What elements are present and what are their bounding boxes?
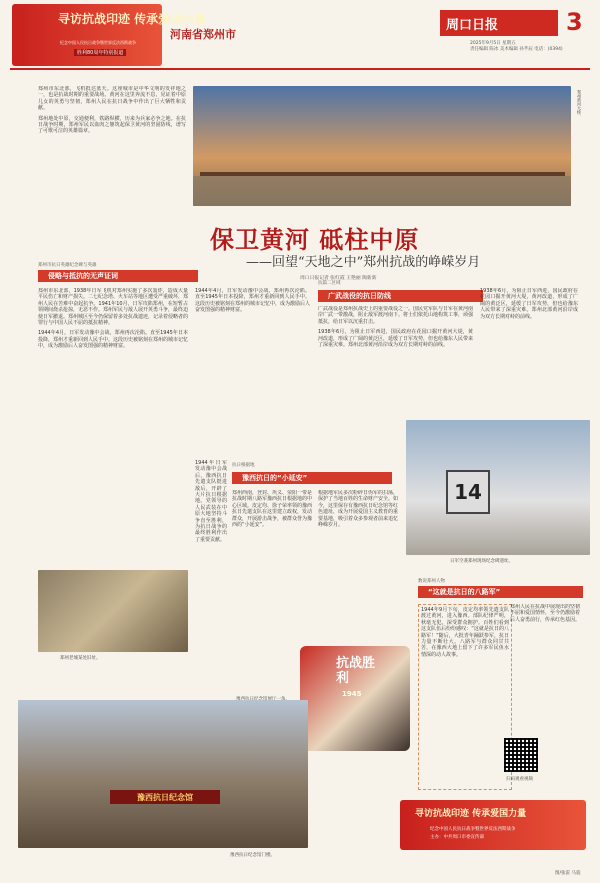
section-1-title: 侵略与抵抗的无声证词	[38, 270, 198, 282]
section-4-body-2: 郑州人民在抗战中展现出的坚韧不屈和爱国情怀，至今仍激励着后人奋勇前行，传承红色基因。	[510, 604, 580, 623]
old-building-photo	[38, 570, 188, 652]
promo-title: 寻访抗战印迹 传承爱国力量	[415, 809, 527, 819]
promo-sub-2: 主办：中共周口市委宣传部	[430, 835, 484, 840]
banner-title: 寻访抗战印迹 传承爱国力量	[58, 12, 207, 26]
section-2-title: 广武战役的抗日防线	[318, 290, 483, 302]
hero-river	[193, 176, 571, 206]
issue-date: 2025年9月5日 星期五	[470, 41, 516, 46]
section-1-text-2: 1944年4月，日军发动豫中会战，郑州再次沦陷。直至1945年日本投降，郑州才重新回到人民手中。这段历史被铭刻在郑州的城市记忆中，成为激励后人奋发图强的精神财富。	[38, 330, 188, 350]
section-1-continued: 1944年4月，日军发动豫中会战，郑州再次沦陷。直至1945年日本投降，郑州才重新回到人民手中。这段历史被铭刻在郑州的城市记忆中，成为激励后人奋发图强的精神财富。	[195, 288, 310, 314]
section-2-text-2: 1938年6月，为阻止日军西进，国民政府在花园口掘开黄河大堤，黄河改道，形成了广阔的黄泛区，延缓了日军攻势，但也给豫东人民带来了深重灾难。郑州北部黄河沿岸成为双方长期对峙的前线。	[318, 329, 473, 349]
intro-text-2: 郑州地处中原，交通便利，铁路纵横，历来为兵家必争之地。在抗日战争时期，郑州军民以血肉之躯筑起保卫黄河的坚固防线，谱写了可歌可泣的英雄篇章。	[38, 115, 186, 135]
section-2-text: 广武战役是郑州抗战史上的重要战役之一。国民党军队与日军在黄河南岸广武一带激战，阻止敌军渡河南下。将士们依托山地构筑工事，顽强抵抗，给日军以沉重打击。	[318, 306, 473, 325]
section-1-tag: 郑州市抗日英雄纪念碑与英雄	[38, 263, 97, 268]
qr-caption: 扫码观看视频	[506, 777, 533, 782]
masthead-rule	[10, 68, 590, 70]
section-3-body-2: 根据地军民多次粉碎日伪军的扫荡，保护了当地百姓的生命财产安全。如今，这里保存有豫西抗日纪念馆等红色遗址，成为开展爱国主义教育的重要基地，吸引着众多参观者前来追忆峥嵘岁月。	[318, 490, 398, 529]
paper-name: 周口日报	[446, 18, 499, 33]
byline: 周口日报记者 张红霞 王艳丽 陶新新	[300, 276, 377, 281]
section-3-tag: 抗日根据地	[232, 463, 255, 468]
section-3-side: 1944年日军发动豫中会战后，豫西抗日先遣支队挺进敌后，开辟了大片抗日根据地。党领导的人民武装在中原大地坚持斗争直至胜利，为抗日战争的最终胜利作出了重要贡献。	[195, 460, 227, 543]
section-4-title: “这就是抗日的八路军”	[418, 586, 583, 598]
caption-building: 郑州老城某处旧址。	[60, 656, 101, 661]
caption-monument: 日军空袭郑州现场纪念碑遗址。	[450, 559, 513, 564]
section-1-body	[38, 288, 188, 568]
qr-code[interactable]	[504, 738, 538, 772]
section-4-tag: 数说郑州人物	[418, 579, 445, 584]
anniversary-badge: 胜利80周年特别报道	[74, 49, 126, 56]
city-name: 河南省郑州市	[170, 28, 236, 41]
page-subheadline: ——回望“天地之中”郑州抗战的峥嵘岁月	[246, 255, 481, 270]
hero-caption: 郑州黄河大桥。	[577, 90, 582, 118]
section-3-title: 豫西抗日的“小延安”	[232, 472, 392, 484]
gate-sign: 豫西抗日纪念馆	[110, 790, 220, 804]
section-4-body: 1944年9月下旬，皮定均率领先遣支队渡过黄河，进入豫西。部队纪律严明，秋毫无犯，深受群众拥护。百姓们看到这支队伍后纷纷感叹：“这就是抗日的八路军！”随后，大批青年踊跃参军，抗日力量不断壮大。八路军与群众同甘共苦，在豫西大地上留下了许多军民鱼水情深的动人故事。	[418, 604, 512, 790]
hero-bridge	[200, 172, 565, 176]
section-3-body-1: 郑州西南，登封、巩义、荥阳一带是抗战时期八路军豫西抗日根据地的中心区域。皮定均、徐子荣率领的豫西抗日先遣支队在这里建立政权，发动群众，开展游击战争，被群众誉为豫西的“小延安”。	[232, 490, 312, 529]
poster-year: 1945	[342, 690, 362, 698]
issue-editors: 责任编辑 陈冰 美术编辑 孙芊辰 电话：(0394)	[470, 47, 563, 52]
banner-subtitle: 纪念中国人民抗日战争暨世界反法西斯战争	[60, 40, 136, 45]
issue-meta	[470, 41, 563, 53]
page-number: 3	[566, 8, 583, 36]
section-2-tag: 抗篇二区域	[318, 281, 341, 286]
poster-text: 抗战胜利	[336, 656, 376, 686]
page-headline: 保卫黄河 砥柱中原	[210, 225, 420, 254]
footer-credit: 图/张雷 马骁	[555, 871, 581, 876]
caption-gate: 豫西抗日纪念馆门楼。	[230, 853, 275, 858]
memorial-gate-photo	[18, 700, 308, 848]
intro-block	[38, 86, 186, 226]
intro-text: 郑州市东北部，飞机抵达蓝天。这座城市是中华文明的发祥地之一，也是抗战时期的重要战场。黄河在这里奔流不息，见证着中原儿女的英勇与坚韧，郑州人民在抗日战争中作出了巨大牺牲和贡献。	[38, 86, 186, 112]
section-1-text: 郑州市东北部，1938年日军飞机对郑州实施了多次轰炸，造成大量平民伤亡和财产损失。二七纪念塔、火车站等地区遭受严重破坏，郑州人民在苦难中奋起抗争。1941年10月，日军攻陷郑州，在短暂占领期间烧杀抢掠，无恶不作。郑州军民与敌人展开英勇斗争，最终迫使日军撤退。郑州城区至今仍保留着多处抗战遗迹，记录着侵略者的罪行与中国人民不屈的抵抗精神。	[38, 288, 188, 327]
promo-sub: 纪念中国人民抗日战争暨世界反法西斯战争	[430, 827, 516, 832]
section-2-continued: 1938年6月，为阻止日军西进，国民政府在花园口掘开黄河大堤，黄河改道，形成了广阔的黄泛区，延缓了日军攻势，但也给豫东人民带来了深重灾难。郑州北部黄河沿岸成为双方长期对峙的前线。	[480, 288, 578, 320]
monument-number: 14	[446, 470, 490, 514]
monument-photo	[406, 420, 590, 555]
